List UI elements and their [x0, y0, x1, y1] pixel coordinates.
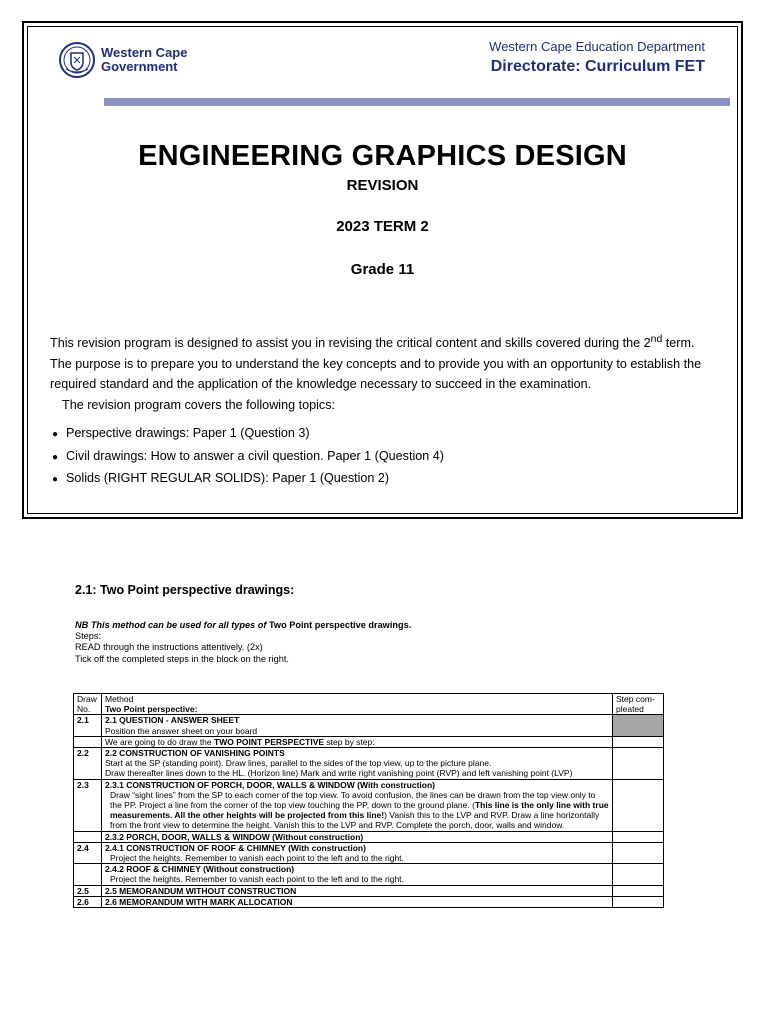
table-row — [74, 885, 664, 896]
topics-lead: The revision program covers the following topics: — [62, 398, 335, 412]
method-cell — [102, 736, 613, 747]
intro-superscript: nd — [650, 333, 663, 345]
list-item — [52, 446, 444, 469]
section-notes — [75, 620, 411, 665]
bullet-icon: ● — [52, 474, 59, 485]
intro-text-2: term. The purpose is to prepare you to understand the key concepts and to provide you with an opportunity to establish the required standard and the application of the knowledge necessary to succeed in the examination. — [50, 336, 702, 392]
department-name: Western Cape Education Department — [489, 39, 705, 54]
table-row — [74, 896, 664, 907]
list-item — [52, 423, 444, 446]
draw-no-cell — [74, 736, 102, 747]
topic-text: Civil drawings: How to answer a civil question. Paper 1 (Question 4) — [66, 448, 444, 463]
draw-no-cell: 2.5 — [74, 885, 102, 896]
draw-no-cell: 2.6 — [74, 896, 102, 907]
topic-text: Perspective drawings: Paper 1 (Question 3) — [66, 426, 310, 440]
intro-paragraph — [50, 329, 710, 395]
step-text-part: Draw “sight lines” from the SP to each corner of the top view. To avoid confusion, the lines can be drawn from the top view only to the PP. Project a line from the corner of the top view touching the PP, down to the ground plane. ( — [110, 789, 596, 811]
tick-instruction: Tick off the completed steps in the block on the right. — [75, 653, 289, 664]
table-row — [74, 864, 664, 885]
directorate-name: Directorate: Curriculum FET — [490, 58, 705, 75]
draw-no-cell: 2.3 — [74, 779, 102, 831]
method-cell — [102, 779, 613, 831]
step-text — [105, 790, 609, 831]
step-text: Project the heights. Remember to vanish each point to the left and to the right. — [110, 874, 404, 885]
wcg-logo — [58, 41, 187, 79]
coat-of-arms-icon — [58, 41, 96, 79]
nb-note — [75, 620, 411, 631]
nb-italic: NB This method can be used for all types of — [75, 620, 269, 630]
step-text: Draw thereafter lines down to the HL. (Horizon line) Mark and write right vanishing point (RVP) and left vanishing point (LVP) — [105, 768, 573, 779]
method-cell: 2.5 MEMORANDUM WITHOUT CONSTRUCTION — [102, 885, 613, 896]
method-cell — [102, 715, 613, 736]
step-text: Project the heights. Remember to vanish each point to the left and to the right. — [110, 853, 404, 864]
step-checkbox[interactable] — [613, 831, 664, 842]
table-row — [74, 779, 664, 831]
header-method-type: Two Point perspective: — [105, 704, 198, 715]
method-cell — [102, 864, 613, 885]
grade-label: Grade 11 — [350, 261, 415, 278]
cover-frame — [22, 21, 743, 519]
header-band — [104, 98, 730, 106]
table-row — [74, 736, 664, 747]
step-intro-bold: TWO POINT PERSPECTIVE — [214, 736, 325, 747]
table-row — [74, 748, 664, 780]
step-checkbox[interactable] — [613, 736, 664, 747]
method-cell: 2.6 MEMORANDUM WITH MARK ALLOCATION — [102, 896, 613, 907]
bullet-icon: ● — [52, 451, 59, 463]
table-row — [74, 831, 664, 842]
table-header-row — [74, 694, 664, 715]
step-checkbox[interactable] — [613, 748, 664, 780]
draw-no-cell: 2.2 — [74, 748, 102, 780]
step-title: 2.2 CONSTRUCTION OF VANISHING POINTS — [105, 748, 285, 759]
list-item — [52, 468, 444, 491]
step-title: 2.1 QUESTION - ANSWER SHEET — [105, 715, 240, 726]
intro-text-1: This revision program is designed to assist you in revising the critical content and skills covered during the 2 — [50, 336, 651, 351]
nb-bold: Two Point perspective drawings. — [269, 620, 412, 630]
step-checkbox[interactable] — [613, 715, 664, 736]
step-checkbox[interactable] — [613, 864, 664, 885]
step-title: 2.4.2 ROOF & CHIMNEY (Without construction) — [105, 864, 295, 875]
method-cell — [102, 842, 613, 863]
header-method — [102, 694, 613, 715]
document-title: ENGINEERING GRAPHICS DESIGN — [138, 140, 627, 172]
topic-list — [52, 423, 444, 491]
header-method-label: Method — [105, 694, 134, 704]
read-instruction: READ through the instructions attentively. (2x) — [75, 642, 263, 653]
step-text: Position the answer sheet on your board — [105, 725, 258, 736]
step-checkbox[interactable] — [613, 896, 664, 907]
steps-table — [73, 693, 664, 908]
step-text-part: ) Vanish this to the LVP and RVP. Draw a line horizontally from the front view to determine the height. Vanish this to the LVP and RVP. Complete the porch, door, walls and window. — [110, 810, 600, 831]
step-checkbox[interactable] — [613, 885, 664, 896]
logo-line-1: Western Cape — [101, 45, 188, 60]
topic-text: Solids (RIGHT REGULAR SOLIDS): Paper 1 (Question 2) — [66, 471, 390, 485]
steps-label: Steps: — [75, 631, 102, 642]
draw-no-cell — [74, 831, 102, 842]
step-text-bold: This line is the only line with true measurements. All the other heights will be projected from this line! — [110, 800, 609, 821]
method-cell — [102, 748, 613, 780]
step-intro-tail: step by step: — [324, 736, 375, 747]
term-label: 2023 TERM 2 — [336, 218, 429, 235]
step-text: Start at the SP (standing point). Draw lines, parallel to the sides of the top view, up to the picture plane. — [105, 758, 492, 769]
bullet-icon: ● — [52, 429, 59, 440]
step-title: 2.3.1 CONSTRUCTION OF PORCH, DOOR, WALLS & WINDOW (With construction) — [105, 779, 435, 790]
revision-label: REVISION — [346, 177, 419, 194]
step-checkbox[interactable] — [613, 779, 664, 831]
header-step-completed: Step com-pleated — [613, 694, 664, 715]
step-title: 2.4.1 CONSTRUCTION OF ROOF & CHIMNEY (With construction) — [105, 842, 366, 853]
table-row — [74, 842, 664, 863]
draw-no-cell: 2.1 — [74, 715, 102, 736]
step-checkbox[interactable] — [613, 842, 664, 863]
section-title: 2.1: Two Point perspective drawings: — [75, 583, 295, 597]
step-intro-text: We are going to do draw the — [105, 736, 214, 747]
table-row — [74, 715, 664, 736]
header-draw-no: Draw No. — [74, 694, 102, 715]
draw-no-cell: 2.4 — [74, 842, 102, 863]
logo-line-2: Government — [101, 59, 178, 74]
logo-text — [101, 46, 187, 74]
method-cell: 2.3.2 PORCH, DOOR, WALLS & WINDOW (Without construction) — [102, 831, 613, 842]
department-heading — [489, 39, 705, 76]
draw-no-cell — [74, 864, 102, 885]
